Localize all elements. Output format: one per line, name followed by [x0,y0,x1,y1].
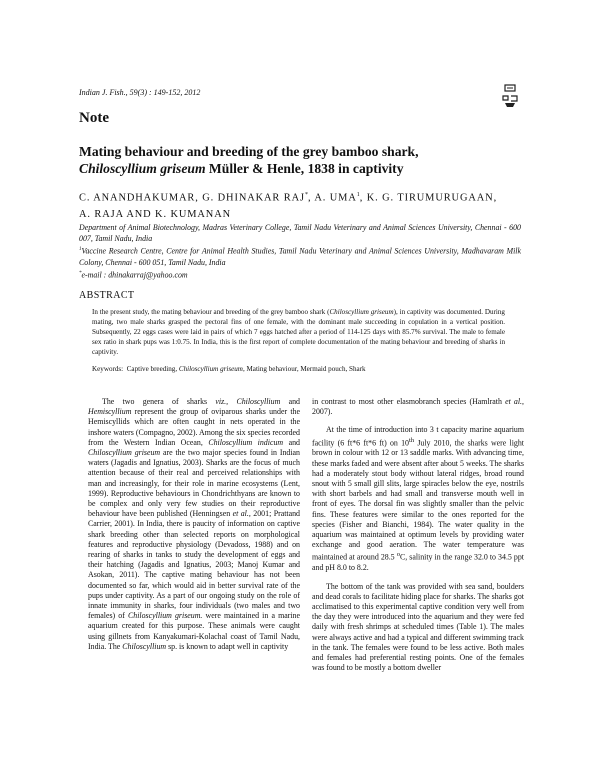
author-mark: * [304,192,308,198]
abstract-heading: ABSTRACT [79,290,135,301]
article-title [79,143,519,177]
author-group-3: , K. G. TIRUMURUGAAN, [359,192,498,204]
author-group-2: , A. UMA [307,192,357,204]
title-line-2: Müller & Henle, 1838 in captivity [205,161,404,176]
affiliation-vrc [79,244,521,268]
body-column-right [312,397,524,681]
author-list [79,187,521,223]
affiliation-mark: * [79,270,82,276]
body-paragraph: The two genera of sharks viz., Chiloscyllium and Hemiscyllium represent the group of oviparous sharks under the Hemiscyllids which are often caught in nets operated in the inshore waters (Compagno, 2002). Among the six species recorded from the Western Indian Ocean, Chiloscyllium indicum and Chiloscyllium griseum are the two major species found in Indian waters (Jagadis and Ignatius, 2003). Sharks are the focus of much attention because of their real and perceived relationships with man and increasingly, for their role in marine ecosystems (Lent, 1999). Reproductive behaviours in Chondrichthyans are known to be complex and only very few studies on their reproductive behaviour have been published (Henningsen et al., 2001; Prattand Carrier, 2001). In India, there is paucity of information on captive shark breeding other than selected reports on morphological features and reproductive physiology (Devadoss, 1988) and on rearing of sharks in tanks to study the development of eggs and their hatching (Jagadis and Ignatius, 2003; Manoj Kumar and Asokan, 2011). The captive mating behaviour has not been documented so far, which would aid in better survival rate of the pups under captivity. As a part of our ongoing study on the role of innate immunity in sharks, four individuals (two males and two females) of Chiloscyllium griseum. were maintained in a marine aquarium created for this purpose. These animals were caught using gillnets from Kanyakumari-Kolachal coast of Tamil Nadu, India. The Chiloscyllium sp. is known to adapt well in captivity [88,397,300,651]
author-line-2: A. RAJA AND K. KUMANAN [79,209,232,221]
section-label: Note [79,110,109,126]
abstract-text: ), in captivity was documented. During mating, two male sharks grasped the pectoral fins of one female, with the dominant male succeeding in copulation in a vertical position. Subsequently, 22 eggs cases were laid in pairs of which 7 eggs hatched after a period of 114-125 days with 85.7% survival. The male to female sex ratio in shark pups was 1:0.75. In India, this is the first report of complete documentation of the mating behaviour and breeding of sharks in captivity. [92,308,505,356]
author-mark: 1 [356,192,360,198]
title-species: Chiloscyllium griseum [79,161,206,176]
title-line-1: Mating behaviour and breeding of the grey bamboo shark, [79,144,419,159]
affiliation-mark: 1 [79,247,82,252]
affiliations [79,222,521,280]
keywords-text: Captive breeding, [126,365,179,373]
affiliation-dept: Department of Animal Biotechnology, Madras Veterinary College, Tamil Nadu Veterinary and Animal Sciences University, Chennai - 600 007, Tamil Nadu, India [79,223,521,243]
abstract-body [92,307,505,357]
affiliation-email [79,268,521,281]
body-paragraph: in contrast to most other elasmobranch species (Hamlrath et al., 2007). [312,397,525,417]
email-text: e-mail : dhinakarraj@yahoo.com [81,270,188,280]
institute-emblem-icon [500,84,520,108]
body-paragraph: The bottom of the tank was provided with sea sand, boulders and dead corals to facilitate hiding place for sharks. The sharks got acclimatised to this experimental captive condition very well from the day they were introduced into the aquarium and they were fed daily with fresh shrimps at scheduled times (Table 1). The males were always active and had a typical and different swimming track in the tank. The females were found to be less active. Both males and females had preferential resting points. One of the females was found to be mostly a bottom dweller [312,581,524,673]
keywords [92,364,505,374]
body-column-left [88,397,300,660]
journal-citation: Indian J. Fish., 59(3) : 149-152, 2012 [79,88,201,97]
keywords-species: Chiloscyllium griseum [178,365,243,373]
keywords-label: Keywords: [92,365,124,373]
author-group-1: C. ANANDHAKUMAR, G. DHINAKAR RAJ [79,192,305,204]
body-paragraph: At the time of introduction into 3 t capacity marine aquarium facility (6 ft*6 ft*6 ft) on 10th July 2010, the sharks were light brown in colour with 12 or 13 saddle marks. With advancing time, these marks faded and were absent after about 5 weeks. The sharks had a moderately stout body without lateral ridges, broad round snout with 5 small gill slits, large spiracles below the eye, nostrils with short barbels and had small and transverse mouth well in front of eyes. The dorsal fin was slightly smaller than the pelvic fins. These features were similar to the ones reported for the species (Fisher and Bianchi, 1984). The water quality in the aquarium was maintained at optimum levels by providing water exchange and good aeration. The water temperature was maintained at around 28.5 $^o$C, salinity in the range 32.0 to 34.5 ppt and pH 8.0 to 8.2. [312,425,524,573]
keywords-text: , Mating behaviour, Mermaid pouch, Shark [242,365,366,373]
affiliation-vrc-text: Vaccine Research Centre, Centre for Animal Health Studies, Tamil Nadu Veterinary and Animal Sciences University, Madhavaram Milk Colony, Chennai - 600 051, Tamil Nadu, India [79,246,521,267]
abstract-species: Chiloscyllium griseum [329,308,394,316]
abstract-text: In the present study, the mating behaviour and breeding of the grey bamboo shark ( [92,308,330,316]
